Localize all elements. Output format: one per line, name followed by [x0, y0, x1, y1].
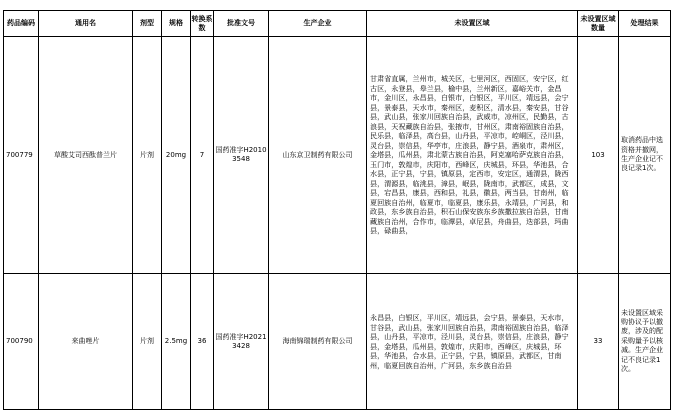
result-cell: 未设置区域采购协议予以撤废，涉及的配采购量予以核减。生产企业记不良记录1次。 [619, 274, 671, 410]
unset-area-count-cell: 103 [578, 37, 619, 274]
header-drug-code: 药品编码 [4, 11, 39, 37]
header-manufacturer: 生产企业 [269, 11, 367, 37]
unset-region-table [3, 10, 671, 410]
drug-code-cell: 700779 [4, 37, 39, 274]
header-row [4, 11, 671, 37]
unset-areas-cell: 甘肃省直属，兰州市，城关区，七里河区，西固区，安宁区，红古区，永登县，皋兰县，榆中县，兰州新区，嘉峪关市，金昌市，金川区，永昌县，白银市，白银区，平川区，靖远县，会宁县，景泰县，天水市，秦州区，麦积区，清水县，秦安县，甘谷县，武山县，张家川回族自治县，武威市，凉州区，民勤县，古浪县，天祝藏族自治县，张掖市，甘州区，肃南裕固族自治县，民乐县，临泽县，高台县，山丹县，平凉市，崆峒区，泾川县，灵台县，崇信县，华亭市，庄浪县，静宁县，酒泉市，肃州区，金塔县，瓜州县，肃北蒙古族自治县，阿克塞哈萨克族自治县，玉门市，敦煌市，庆阳市，西峰区，庆城县，环县，华池县，合水县，正宁县，宁县，镇原县，定西市，安定区，通渭县，陇西县，渭源县，临洮县，漳县，岷县，陇南市，武都区，成县，文县，宕昌县，康县，西和县，礼县，徽县，两当县，甘南州，临夏回族自治州，临夏市，临夏县，康乐县，永靖县，广河县，和政县，东乡族自治县，积石山保安族东乡族撒拉族自治县，甘南藏族自治州，合作市，临潭县，卓尼县，舟曲县，迭部县，玛曲县，碌曲县， [367, 37, 578, 274]
table-row [4, 37, 671, 274]
unset-areas-cell: 永昌县，白银区，平川区，靖远县，会宁县，景泰县，天水市，甘谷县，武山县，张家川回族自治县，肃南裕固族自治县，临泽县，山丹县，平凉市，泾川县，灵台县，崇信县，庄浪县，静宁县，金塔县，瓜州县，敦煌市，庆阳市，西峰区，庆城县，环县，华池县，合水县，正宁县，宁县，镇原县，武都区，甘南州，临夏回族自治州，广河县，东乡族自治县 [367, 274, 578, 410]
header-spec: 规格 [162, 11, 191, 37]
generic-name-cell: 草酸艾司西酞普兰片 [39, 37, 133, 274]
approval-number-cell: 国药准字H20213428 [214, 274, 269, 410]
dosage-form-cell: 片剂 [133, 274, 162, 410]
conversion-factor-cell: 36 [191, 274, 214, 410]
header-dosage-form: 剂型 [133, 11, 162, 37]
table-row [4, 274, 671, 410]
header-generic-name: 通用名 [39, 11, 133, 37]
manufacturer-cell: 山东京卫制药有限公司 [269, 37, 367, 274]
header-unset-areas: 未设置区域 [367, 11, 578, 37]
dosage-form-cell: 片剂 [133, 37, 162, 274]
header-approval-number: 批准文号 [214, 11, 269, 37]
manufacturer-cell: 海南锦瑞制药有限公司 [269, 274, 367, 410]
header-result: 处理结果 [619, 11, 671, 37]
unset-area-count-cell: 33 [578, 274, 619, 410]
conversion-factor-cell: 7 [191, 37, 214, 274]
header-conversion-factor: 转换系数 [191, 11, 214, 37]
spec-cell: 20mg [162, 37, 191, 274]
header-unset-area-count: 未设置区域数量 [578, 11, 619, 37]
drug-code-cell: 700790 [4, 274, 39, 410]
approval-number-cell: 国药准字H20103548 [214, 37, 269, 274]
spec-cell: 2.5mg [162, 274, 191, 410]
result-cell: 取消药品中选资格并撤网，生产企业记不良记录1次。 [619, 37, 671, 274]
generic-name-cell: 来曲唑片 [39, 274, 133, 410]
